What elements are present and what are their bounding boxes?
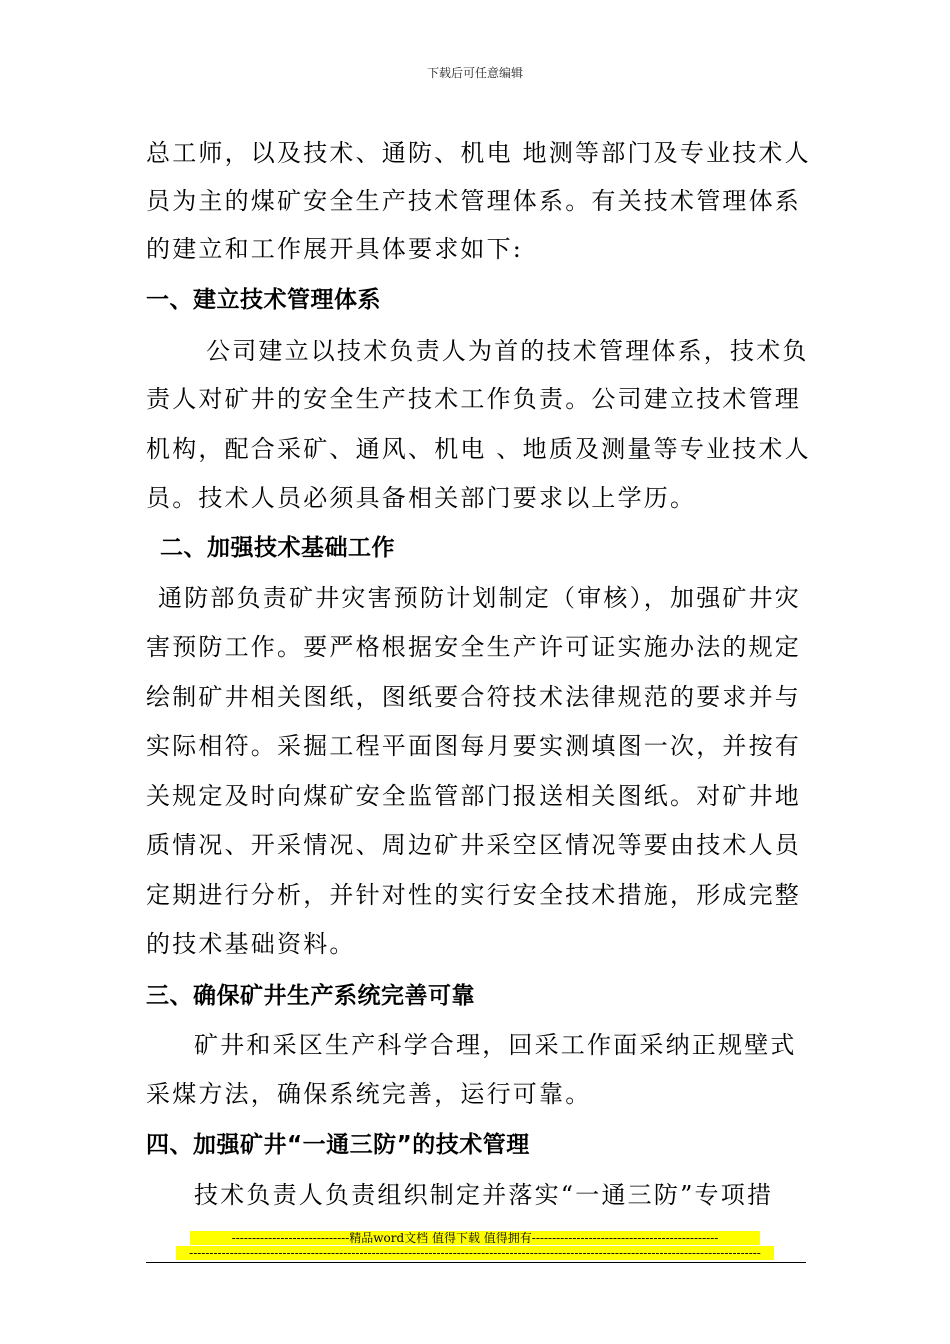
paragraph-line: 害预防工作。要严格根据安全生产许可证实施办法的规定 <box>146 633 801 661</box>
paragraph-line: 技术负责人负责组织制定并落实“一通三防”专项措 <box>194 1181 774 1209</box>
footer-dash-line: --------------------------------------------------------------------------------------------------------------------------------------------- <box>176 1246 774 1260</box>
paragraph-line: 矿井和采区生产科学合理，回采工作面采纳正规壁式 <box>194 1031 797 1059</box>
section-heading-1: 一、建立技术管理体系 <box>146 287 381 313</box>
paragraph-line: 公司建立以技术负责人为首的技术管理体系，技术负 <box>206 337 809 365</box>
paragraph-line: 机构，配合采矿、通风、机电 、地质及测量等专业技术人 <box>146 435 811 463</box>
paragraph-line: 采煤方法，确保系统完善，运行可靠。 <box>146 1080 592 1108</box>
paragraph-line: 质情况、开采情况、周边矿井采空区情况等要由技术人员 <box>146 831 801 859</box>
paragraph-line: 通防部负责矿井灾害预防计划制定（审核），加强矿井灾 <box>158 584 801 612</box>
paragraph-line: 定期进行分析，并针对性的实行安全技术措施，形成完整 <box>146 881 801 909</box>
paragraph-line: 员。技术人员必须具备相关部门要求以上学历。 <box>146 484 697 512</box>
paragraph-line: 的技术基础资料。 <box>146 930 356 958</box>
section-heading-4: 四、加强矿井“一通三防”的技术管理 <box>146 1132 530 1158</box>
paragraph-line: 员为主的煤矿安全生产技术管理体系。有关技术管理体系 <box>146 187 801 215</box>
section-heading-3: 三、确保矿井生产系统完善可靠 <box>146 983 475 1009</box>
page-header: 下载后可任意编辑 <box>426 66 523 80</box>
paragraph-line: 的建立和工作展开具体要求如下: <box>146 235 524 263</box>
footer-banner: -----------------------------精品word文档 值得下载 值得拥有---------------------------------------------- <box>190 1231 760 1245</box>
paragraph-line: 关规定及时向煤矿安全监管部门报送相关图纸。对矿井地 <box>146 782 801 810</box>
footer-rule <box>146 1262 806 1263</box>
paragraph-line: 责人对矿井的安全生产技术工作负责。公司建立技术管理 <box>146 385 801 413</box>
section-heading-2: 二、加强技术基础工作 <box>160 535 395 561</box>
paragraph-line: 实际相符。采掘工程平面图每月要实测填图一次，并按有 <box>146 732 801 760</box>
paragraph-line: 总工师，以及技术、通防、机电 地测等部门及专业技术人 <box>146 139 811 167</box>
paragraph-line: 绘制矿井相关图纸，图纸要合符技术法律规范的要求并与 <box>146 683 801 711</box>
